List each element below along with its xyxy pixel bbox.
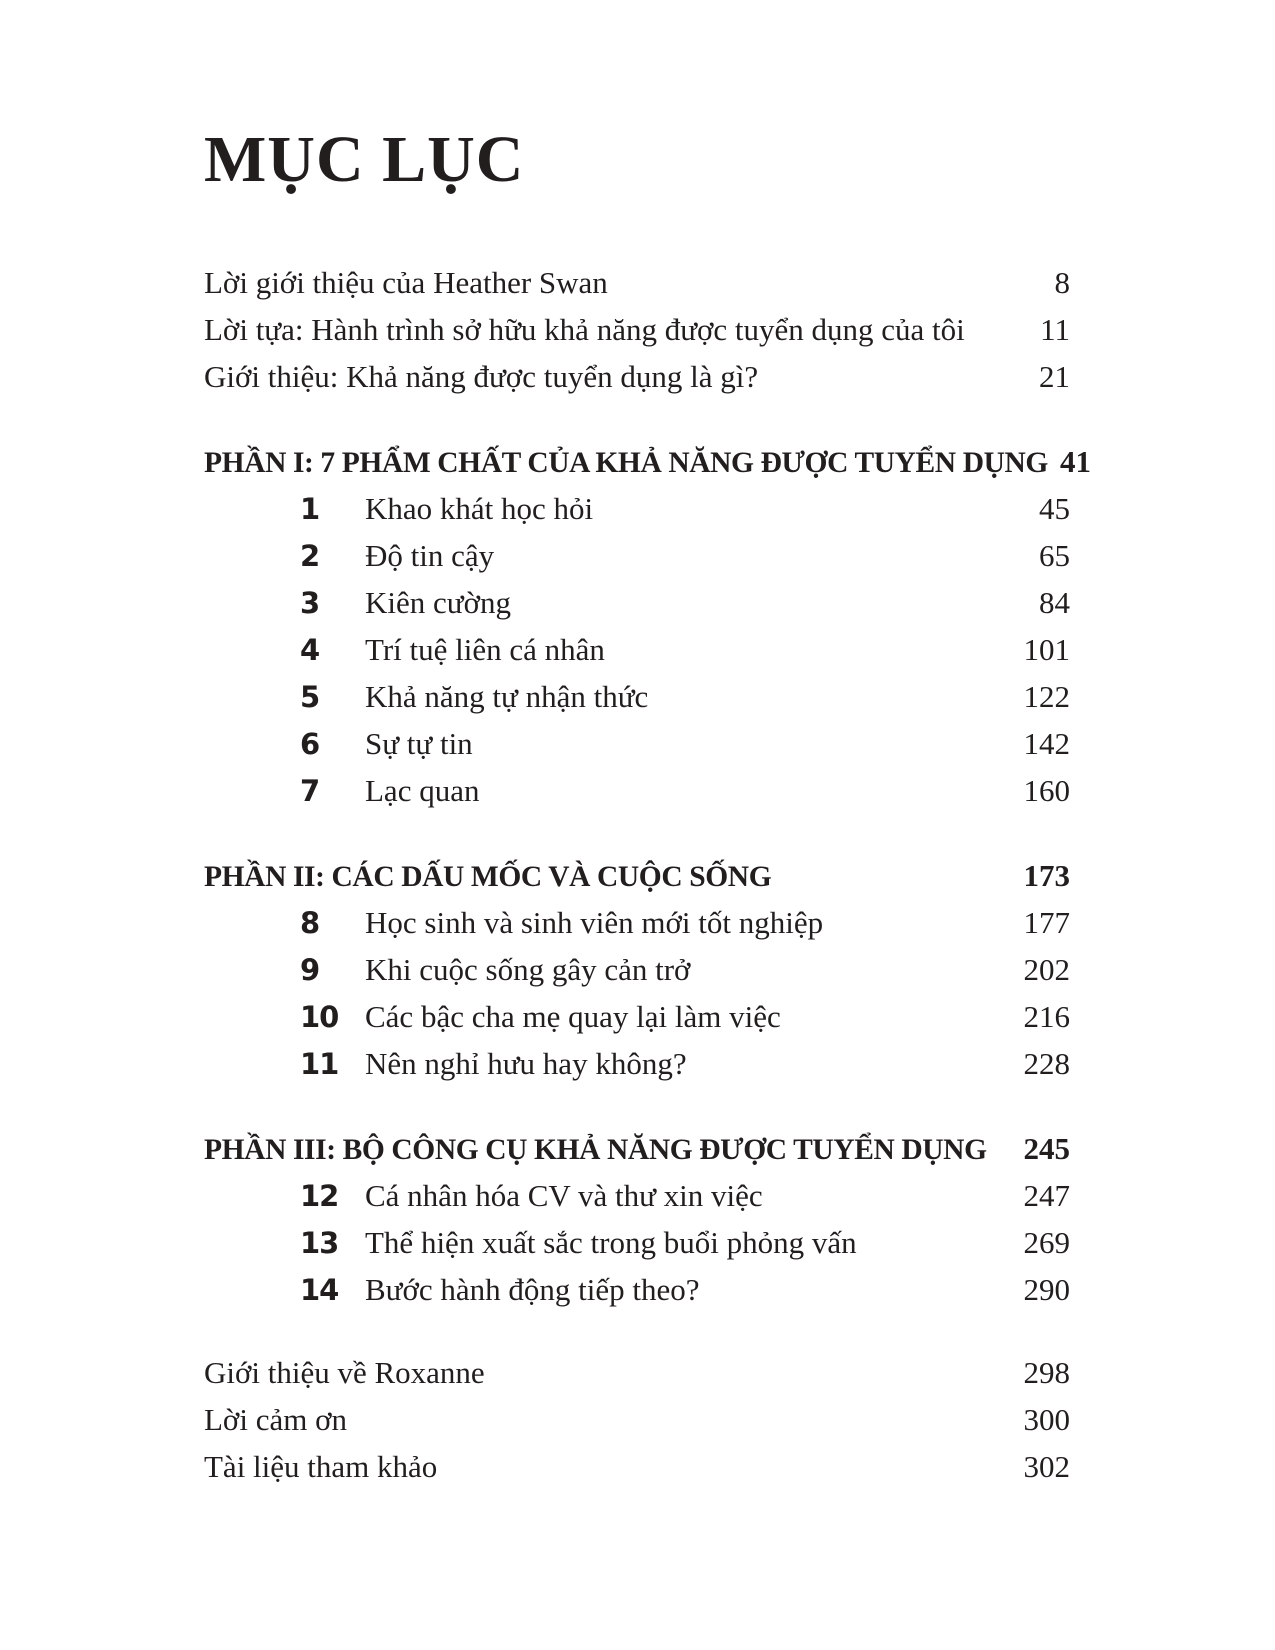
chapter-number: 6 — [300, 727, 320, 761]
toc-chapter-row — [204, 899, 1070, 946]
toc-entry-page-number: 8 — [1054, 265, 1070, 300]
toc-chapter-row — [204, 485, 1070, 532]
toc-section-heading-row — [204, 438, 1091, 485]
chapter-title: Lạc quan — [365, 773, 480, 808]
section-page-number: 41 — [1059, 444, 1091, 479]
toc-entry-label: Giới thiệu về Roxanne — [204, 1355, 485, 1390]
chapter-title: Khao khát học hỏi — [365, 491, 594, 526]
chapter-title: Sự tự tin — [365, 726, 473, 761]
section-heading-label: PHẦN III: BỘ CÔNG CỤ KHẢ NĂNG ĐƯỢC TUYỂN DỤNG — [204, 1134, 987, 1166]
toc-entry-row — [204, 1349, 1070, 1396]
chapter-page-number: 84 — [1039, 585, 1070, 620]
chapter-title: Các bậc cha mẹ quay lại làm việc — [365, 999, 781, 1034]
toc-entry-row — [204, 1443, 1070, 1490]
toc-chapter-row — [204, 579, 1070, 626]
section-page-number: 245 — [1023, 1131, 1070, 1166]
toc-entry-label: Lời tựa: Hành trình sở hữu khả năng được tuyển dụng của tôi — [204, 312, 965, 347]
toc-entry-page-number: 302 — [1023, 1449, 1070, 1484]
toc-chapter-row — [204, 767, 1070, 814]
chapter-number: 7 — [300, 774, 320, 808]
toc-entry-label: Tài liệu tham khảo — [204, 1449, 438, 1484]
chapter-page-number: 202 — [1023, 952, 1070, 987]
chapter-title: Trí tuệ liên cá nhân — [365, 632, 605, 667]
chapter-number: 8 — [300, 906, 320, 940]
toc-chapter-row — [204, 673, 1070, 720]
toc-entry-row — [204, 259, 1070, 306]
toc-chapter-row — [204, 946, 1070, 993]
toc-entry-page-number: 300 — [1023, 1402, 1070, 1437]
chapter-page-number: 228 — [1023, 1046, 1070, 1081]
toc-entry-row — [204, 306, 1070, 353]
chapter-number: 2 — [300, 539, 320, 573]
chapter-page-number: 216 — [1023, 999, 1070, 1034]
chapter-title: Độ tin cậy — [365, 538, 495, 573]
chapter-page-number: 101 — [1023, 632, 1070, 667]
toc-entry-page-number: 11 — [1040, 312, 1070, 347]
chapter-number: 3 — [300, 586, 320, 620]
toc-back-matter — [204, 1349, 1070, 1490]
chapter-number: 14 — [300, 1273, 339, 1307]
toc-chapter-row — [204, 720, 1070, 767]
toc-entry-page-number: 21 — [1039, 359, 1070, 394]
toc-chapter-row — [204, 1040, 1070, 1087]
chapter-number: 1 — [300, 492, 320, 526]
chapter-title: Thể hiện xuất sắc trong buổi phỏng vấn — [365, 1225, 857, 1260]
section-heading-label: PHẦN II: CÁC DẤU MỐC VÀ CUỘC SỐNG — [204, 861, 772, 893]
toc-chapter-row — [204, 1219, 1070, 1266]
chapter-page-number: 65 — [1039, 538, 1070, 573]
chapter-page-number: 142 — [1023, 726, 1070, 761]
chapter-page-number: 45 — [1039, 491, 1070, 526]
toc-entry-label: Giới thiệu: Khả năng được tuyển dụng là gì? — [204, 359, 759, 394]
chapter-number: 12 — [300, 1179, 339, 1213]
toc-entry-row — [204, 1396, 1070, 1443]
toc-chapter-row — [204, 993, 1070, 1040]
section-heading-label: PHẦN I: 7 PHẨM CHẤT CỦA KHẢ NĂNG ĐƯỢC TUYỂN DỤNG — [204, 447, 1048, 479]
chapter-number: 11 — [300, 1047, 339, 1081]
page-title: MỤC LỤC — [204, 123, 525, 196]
toc-entry-page-number: 298 — [1023, 1355, 1070, 1390]
chapter-number: 10 — [300, 1000, 339, 1034]
toc-chapter-row — [204, 1266, 1070, 1313]
chapter-title: Khi cuộc sống gây cản trở — [365, 952, 691, 987]
chapter-number: 9 — [300, 953, 320, 987]
chapter-page-number: 160 — [1023, 773, 1070, 808]
chapter-title: Cá nhân hóa CV và thư xin việc — [365, 1178, 763, 1213]
chapter-page-number: 247 — [1023, 1178, 1070, 1213]
toc-entry-label: Lời cảm ơn — [204, 1402, 347, 1437]
toc-section-heading-row — [204, 1125, 1070, 1172]
chapter-number: 4 — [300, 633, 320, 667]
toc-chapter-row — [204, 626, 1070, 673]
toc-entry-label: Lời giới thiệu của Heather Swan — [204, 265, 608, 300]
section-page-number: 173 — [1023, 858, 1070, 893]
chapter-page-number: 122 — [1023, 679, 1070, 714]
toc-chapter-row — [204, 532, 1070, 579]
chapter-title: Khả năng tự nhận thức — [365, 679, 649, 714]
chapter-page-number: 269 — [1023, 1225, 1070, 1260]
chapter-title: Kiên cường — [365, 585, 511, 620]
toc-section-heading-row — [204, 852, 1070, 899]
chapter-page-number: 177 — [1023, 905, 1070, 940]
chapter-title: Bước hành động tiếp theo? — [365, 1272, 700, 1307]
chapter-title: Học sinh và sinh viên mới tốt nghiệp — [365, 905, 824, 940]
chapter-page-number: 290 — [1023, 1272, 1070, 1307]
chapter-number: 5 — [300, 680, 320, 714]
chapter-number: 13 — [300, 1226, 339, 1260]
chapter-title: Nên nghỉ hưu hay không? — [365, 1046, 687, 1081]
toc-entry-row — [204, 353, 1070, 400]
toc-chapter-row — [204, 1172, 1070, 1219]
